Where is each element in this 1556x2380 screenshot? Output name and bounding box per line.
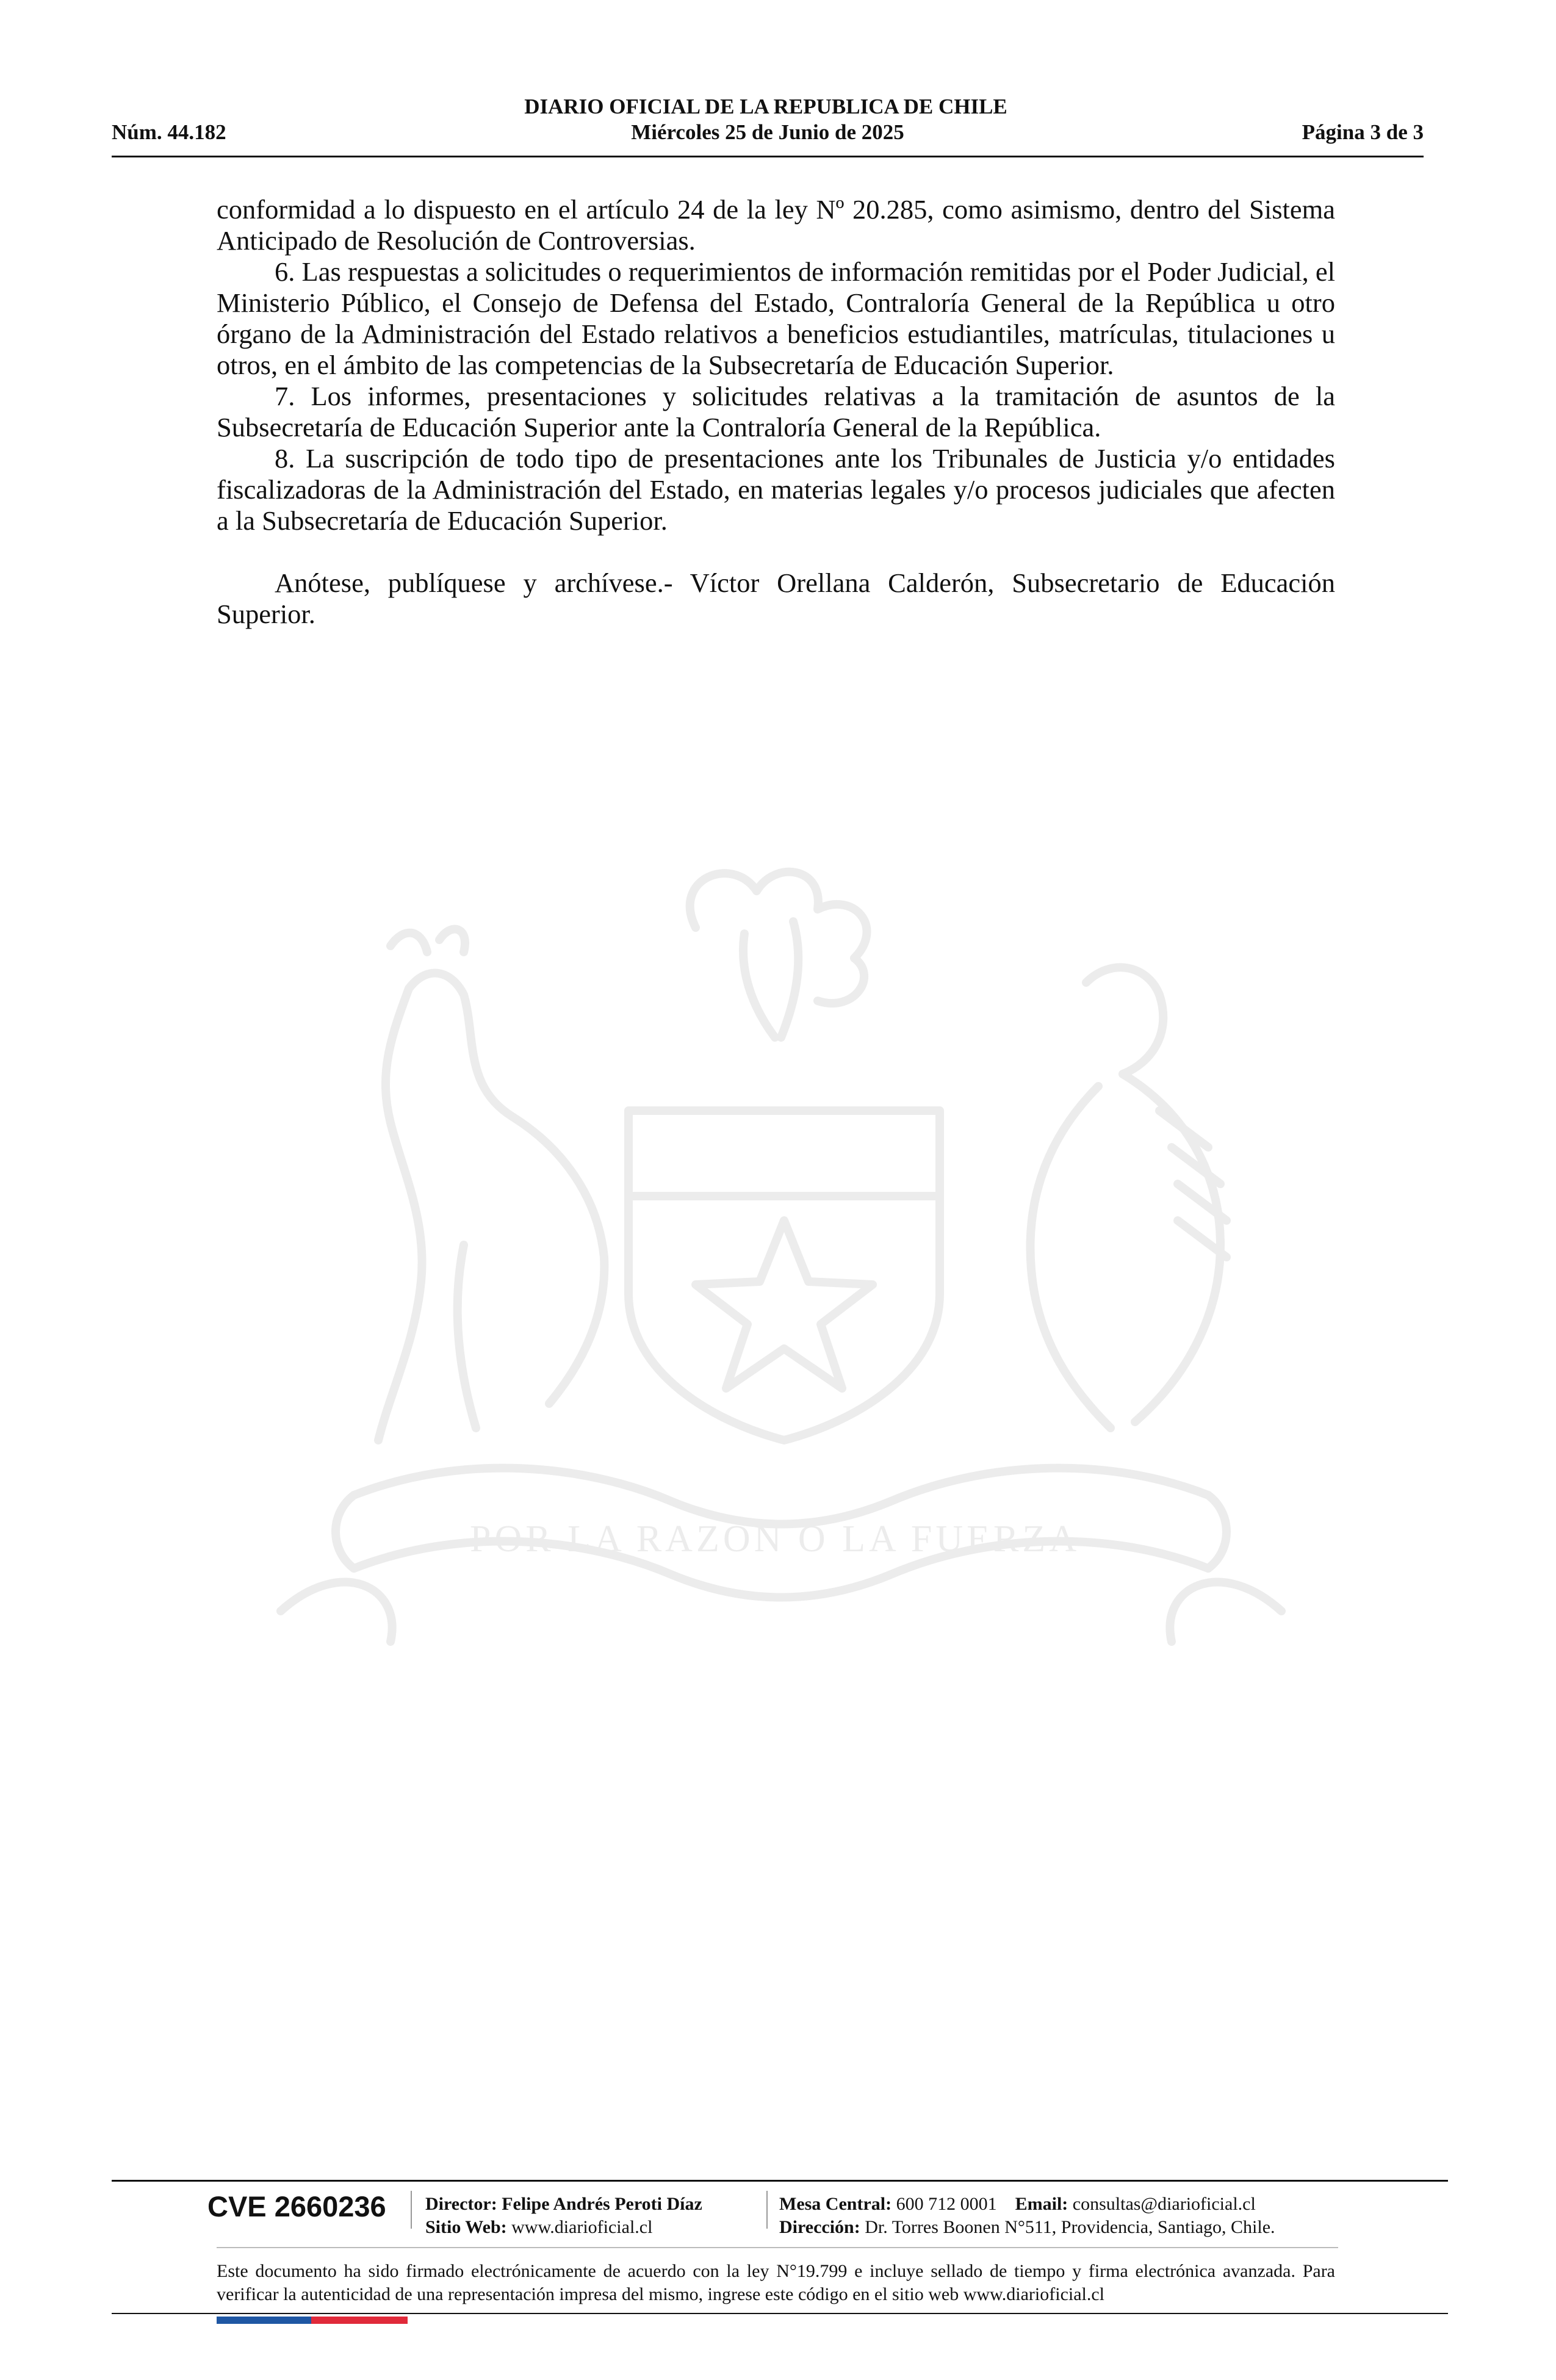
header-divider <box>112 156 1424 157</box>
footer-bottom-divider <box>112 2313 1448 2314</box>
email-link[interactable]: consultas@diarioficial.cl <box>1072 2194 1256 2214</box>
mesa-label: Mesa Central: <box>779 2194 892 2214</box>
footer-separator <box>766 2191 768 2229</box>
flag-bar-blue <box>217 2317 311 2324</box>
website-label: Sitio Web: <box>425 2217 507 2237</box>
newspaper-title: DIARIO OFICIAL DE LA REPUBLICA DE CHILE <box>524 95 1007 118</box>
footer-top-divider <box>112 2180 1448 2182</box>
email-label: Email: <box>1015 2194 1068 2214</box>
cve-code: CVE 2660236 <box>207 2190 386 2223</box>
website-link[interactable]: www.diarioficial.cl <box>511 2217 653 2237</box>
page-indicator: Página 3 de 3 <box>1302 120 1424 144</box>
flag-bar-red <box>311 2317 408 2324</box>
footer-separator <box>411 2191 412 2229</box>
footer-contact-block <box>779 2193 1275 2239</box>
director-label: Director: <box>425 2194 497 2214</box>
issue-date: Miércoles 25 de Junio de 2025 <box>631 120 904 144</box>
footer-mid-divider <box>217 2247 1338 2248</box>
coat-of-arms-icon <box>207 854 1342 1684</box>
body-paragraph: 8. La suscripción de todo tipo de presentaciones ante los Tribunales de Justicia y/o entidades fiscalizadoras de la Administración del Estado, en materias legales y/o procesos judiciales que afecten a la Subsecretaría de Educación Superior. <box>217 443 1335 536</box>
director-name: Felipe Andrés Peroti Díaz <box>502 2194 702 2214</box>
signature-notice: Este documento ha sido firmado electrónicamente de acuerdo con la ley N°19.799 e incluye sellado de tiempo y firma electrónica avanzada. Para verificar la autenticidad de una representación impresa del mismo, ingrese este código en el sitio web www.diarioficial.cl <box>217 2261 1335 2304</box>
footer-director-block <box>425 2193 702 2239</box>
closing-paragraph: Anótese, publíquese y archívese.- Víctor Orellana Calderón, Subsecretario de Educación Superior. <box>217 568 1335 629</box>
address-value: Dr. Torres Boonen N°511, Providencia, Santiago, Chile. <box>865 2217 1275 2237</box>
body-paragraph: 7. Los informes, presentaciones y solicitudes relativas a la tramitación de asuntos de la Subsecretaría de Educación Superior ante la Contraloría General de la República. <box>217 381 1335 442</box>
document-body <box>217 194 1335 630</box>
mesa-phone: 600 712 0001 <box>896 2194 997 2214</box>
body-paragraph: conformidad a lo dispuesto en el artículo 24 de la ley Nº 20.285, como asimismo, dentro del Sistema Anticipado de Resolución de Controversias. <box>217 194 1335 256</box>
issue-number: Núm. 44.182 <box>112 120 226 144</box>
motto-text: POR LA RAZÓN O LA FUERZA <box>469 1518 1081 1560</box>
body-paragraph: 6. Las respuestas a solicitudes o requerimientos de información remitidas por el Poder Judicial, el Ministerio Público, el Consejo de Defensa del Estado, Contraloría General de la República u otro órgano de la Administración del Estado relativos a beneficios estudiantiles, matrículas, titulaciones u otros, en el ámbito de las competencias de la Subsecretaría de Educación Superior. <box>217 256 1335 380</box>
address-label: Dirección: <box>779 2217 860 2237</box>
header-row <box>112 120 1424 150</box>
